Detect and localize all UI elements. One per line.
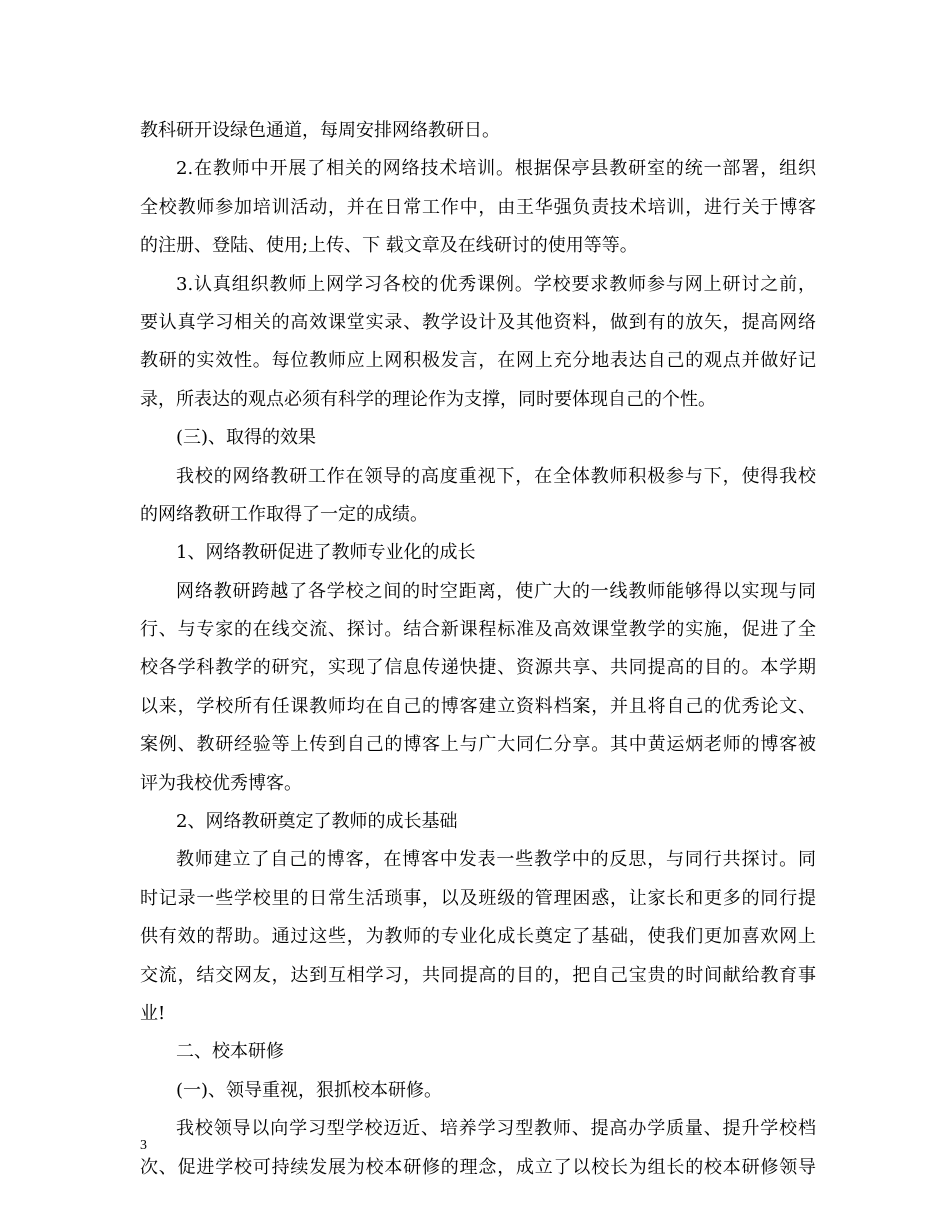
text-line: 要认真学习相关的高效课堂实录、教学设计及其他资料，做到有的放矢，提高网络	[140, 311, 816, 333]
text-line: 2.在教师中开展了相关的网络技术培训。根据保亭县教研室的统一部署，组织	[176, 158, 816, 180]
section-heading: 二、校本研修	[176, 1041, 284, 1063]
text-line: 时记录一些学校里的日常生活琐事，以及班级的管理困惑，让家长和更多的同行提	[140, 887, 816, 909]
text-line: 评为我校优秀博客。	[140, 772, 302, 794]
document-body	[140, 112, 816, 1187]
text-line: 供有效的帮助。通过这些，为教师的专业化成长奠定了基础，使我们更加喜欢网上	[140, 926, 816, 948]
text-line: 录，所表达的观点必须有科学的理论作为支撑，同时要体现自己的个性。	[140, 388, 716, 410]
text-line: 的网络教研工作取得了一定的成绩。	[140, 503, 428, 525]
text-line: 次、促进学校可持续发展为校本研修的理念，成立了以校长为组长的校本研修领导	[140, 1156, 816, 1178]
section-heading: (一)、领导重视，狠抓校本研修。	[176, 1079, 443, 1101]
text-line: 3.认真组织教师上网学习各校的优秀课例。学校要求教师参与网上研讨之前，	[176, 273, 816, 295]
text-line: 校各学科教学的研究，实现了信息传递快捷、资源共享、共同提高的目的。本学期	[140, 657, 816, 679]
text-line: 网络教研跨越了各学校之间的时空距离，使广大的一线教师能够得以实现与同	[176, 580, 816, 602]
text-line: 业!	[140, 1002, 166, 1024]
text-line: 交流，结交网友，达到互相学习，共同提高的目的，把自己宝贵的时间献给教育事	[140, 964, 816, 986]
text-line: 全校教师参加培训活动，并在日常工作中，由王华强负责技术培训，进行关于博客	[140, 196, 816, 218]
page-number: 3	[140, 1138, 147, 1153]
text-line: 我校领导以向学习型学校迈近、培养学习型教师、提高办学质量、提升学校档	[176, 1118, 816, 1140]
text-line: 行、与专家的在线交流、探讨。结合新课程标准及高效课堂教学的实施，促进了全	[140, 619, 816, 641]
text-line: 教师建立了自己的博客，在博客中发表一些教学中的反思，与同行共探讨。同	[176, 849, 816, 871]
text-line: 教研的实效性。每位教师应上网积极发言，在网上充分地表达自己的观点并做好记	[140, 350, 816, 372]
section-heading: 2、网络教研奠定了教师的成长基础	[176, 811, 458, 833]
text-line: 我校的网络教研工作在领导的高度重视下，在全体教师积极参与下，使得我校	[176, 465, 816, 487]
text-line: 以来，学校所有任课教师均在自己的博客建立资料档案，并且将自己的优秀论文、	[140, 695, 816, 717]
text-line: 的注册、登陆、使用;上传、下 载文章及在线研讨的使用等等。	[140, 235, 638, 257]
section-heading: (三)、取得的效果	[176, 427, 317, 449]
text-line: 教科研开设绿色通道，每周安排网络教研日。	[140, 120, 500, 141]
section-heading: 1、网络教研促进了教师专业化的成长	[176, 542, 476, 564]
text-line: 案例、教研经验等上传到自己的博客上与广大同仁分享。其中黄运炳老师的博客被	[140, 734, 816, 756]
